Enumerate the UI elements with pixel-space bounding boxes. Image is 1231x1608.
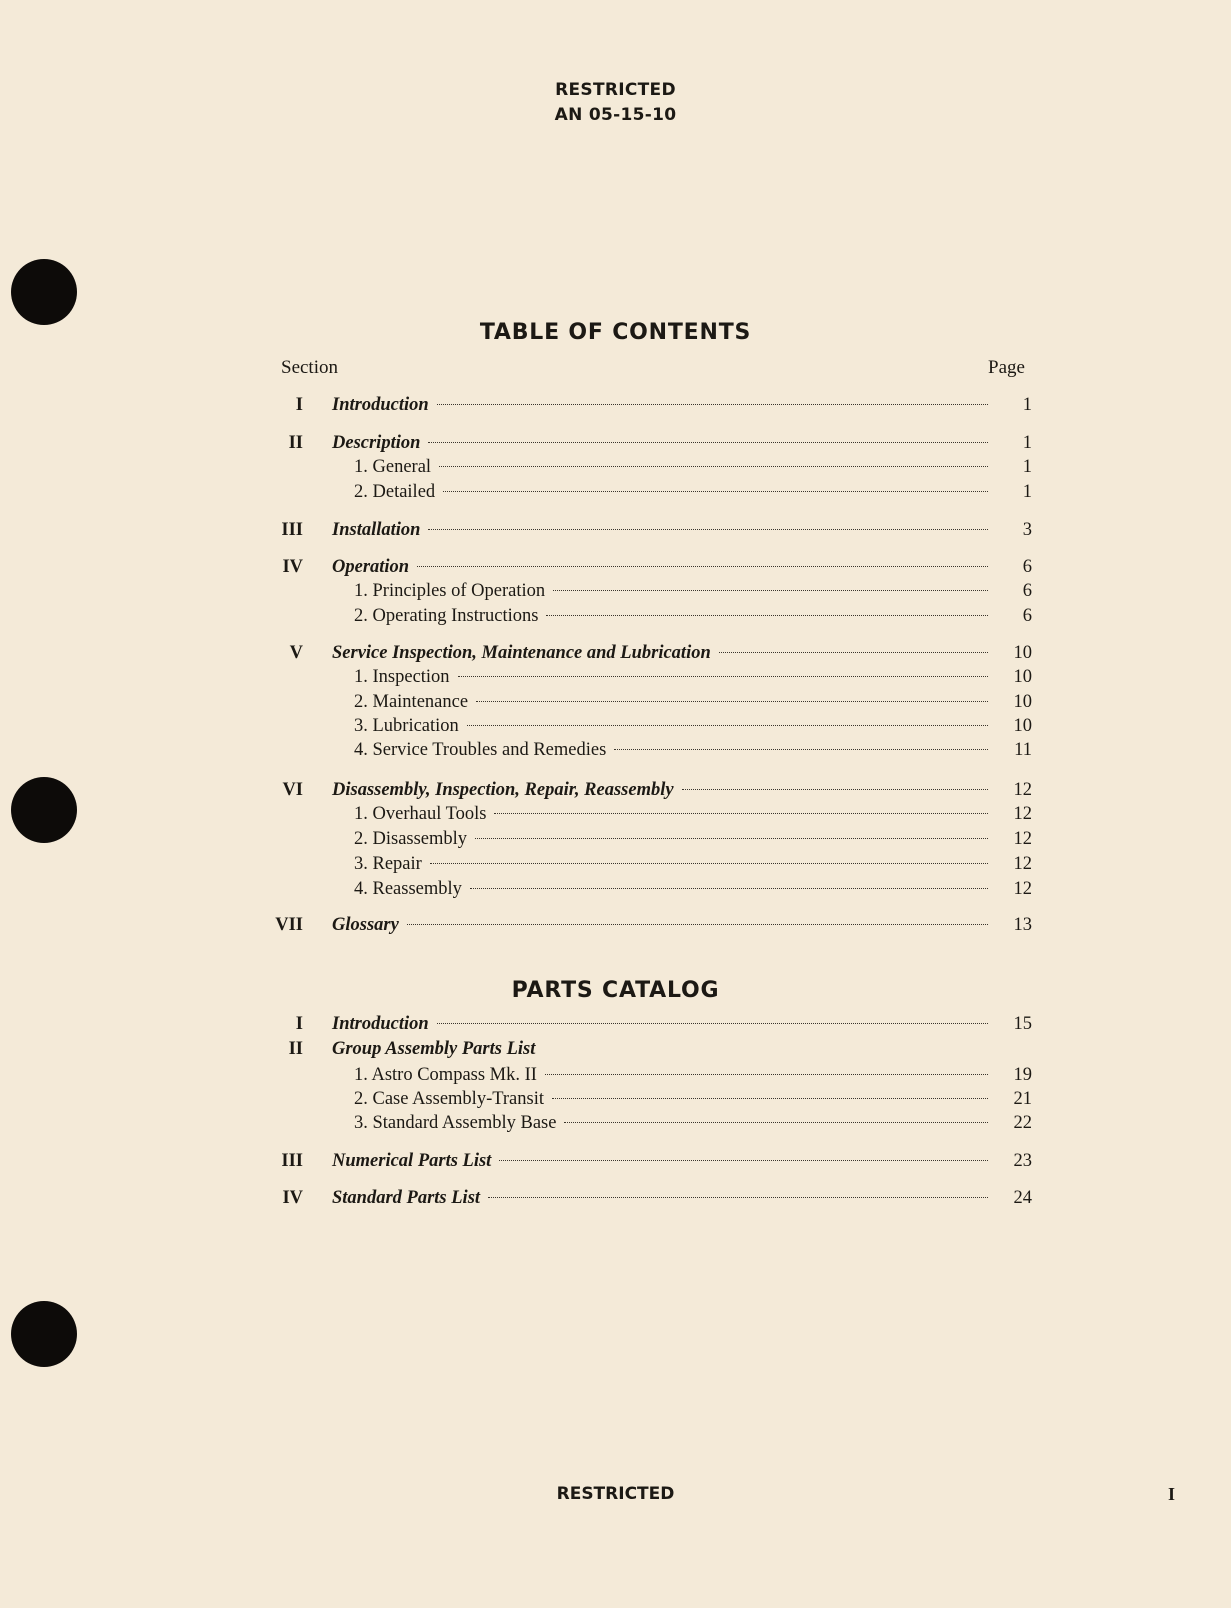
dot-leader	[430, 863, 988, 864]
dot-leader	[428, 442, 988, 443]
section-column-label: Section	[281, 357, 338, 378]
dot-leader	[443, 491, 988, 492]
entry-title: Installation	[332, 520, 421, 540]
entry-title-line	[354, 852, 992, 876]
header-classification: RESTRICTED	[555, 80, 676, 100]
page-number: 12	[1013, 780, 1032, 800]
entry-title-line	[332, 1186, 992, 1210]
entry-title: Operation	[332, 557, 410, 577]
entry-title: Introduction	[332, 1014, 429, 1034]
dot-leader	[552, 1098, 988, 1099]
entry-title: 1. Astro Compass Mk. II	[354, 1065, 537, 1085]
page-number: 6	[1022, 557, 1032, 577]
entry-title-line	[354, 714, 992, 738]
entry-title: 3. Standard Assembly Base	[354, 1113, 557, 1133]
dot-leader	[499, 1160, 988, 1161]
entry-title: 2. Disassembly	[354, 829, 468, 849]
footer-page-number: I	[1168, 1484, 1176, 1504]
entry-title: 1. General	[354, 457, 432, 477]
entry-title-line	[354, 738, 992, 762]
footer-classification: RESTRICTED	[556, 1484, 675, 1504]
dot-leader	[458, 676, 988, 677]
dot-leader	[428, 529, 988, 530]
parts-catalog-title: PARTS CATALOG	[511, 978, 720, 1003]
toc-entry	[270, 518, 1032, 542]
dot-leader	[439, 466, 988, 467]
entry-title-line	[354, 579, 992, 603]
toc-entry	[270, 1037, 1032, 1061]
toc-entry	[270, 852, 1032, 876]
toc-entry	[270, 827, 1032, 851]
dot-leader	[407, 924, 988, 925]
page-number: 13	[1013, 915, 1032, 935]
entry-title-line	[354, 665, 992, 689]
section-number: II	[288, 433, 303, 453]
toc-entry	[270, 738, 1032, 762]
dot-leader	[553, 590, 988, 591]
dot-leader	[494, 813, 988, 814]
dot-leader	[719, 652, 988, 653]
entry-title-line	[332, 1037, 992, 1061]
entry-title: 3. Lubrication	[354, 716, 459, 736]
entry-title-line	[354, 1063, 992, 1087]
page-number: 19	[1013, 1065, 1032, 1085]
document-header	[0, 78, 1231, 128]
dot-leader	[467, 725, 988, 726]
toc-entry	[270, 431, 1032, 455]
punch-hole-top	[11, 259, 77, 325]
toc-entry	[270, 1111, 1032, 1135]
page-number: 15	[1013, 1014, 1032, 1034]
section-number: III	[281, 1151, 303, 1171]
entry-title-line	[332, 778, 992, 802]
toc-entry	[270, 1063, 1032, 1087]
section-number: III	[281, 520, 303, 540]
entry-title-line	[354, 604, 992, 628]
page-number: 11	[1014, 740, 1032, 760]
dot-leader	[488, 1197, 988, 1198]
section-number: IV	[282, 557, 303, 577]
entry-title-line	[332, 1012, 992, 1036]
entry-title-line	[332, 555, 992, 579]
page-number: 22	[1013, 1113, 1032, 1133]
entry-title: Service Inspection, Maintenance and Lubrication	[332, 643, 711, 663]
page-number: 6	[1022, 581, 1032, 601]
page-number: 12	[1013, 879, 1032, 899]
toc-entry	[270, 1087, 1032, 1111]
entry-title-line	[332, 641, 992, 665]
toc-entry	[270, 393, 1032, 417]
entry-title: 4. Reassembly	[354, 879, 462, 899]
entry-title: 1. Overhaul Tools	[354, 804, 487, 824]
toc-title: TABLE OF CONTENTS	[479, 320, 752, 345]
dot-leader	[470, 888, 988, 889]
toc-entry	[270, 480, 1032, 504]
page-number: 23	[1013, 1151, 1032, 1171]
dot-leader	[614, 749, 988, 750]
page-number: 12	[1013, 829, 1032, 849]
entry-title: Description	[332, 433, 421, 453]
entry-title-line	[354, 1087, 992, 1111]
page-number: 10	[1013, 667, 1032, 687]
entry-title: Numerical Parts List	[332, 1151, 492, 1171]
section-number: V	[289, 643, 303, 663]
toc-entry	[270, 802, 1032, 826]
page-number: 6	[1022, 606, 1032, 626]
toc-entry	[270, 555, 1032, 579]
toc-entry	[270, 877, 1032, 901]
page-number: 3	[1022, 520, 1032, 540]
page-number: 1	[1022, 395, 1032, 415]
entry-title-line	[354, 455, 992, 479]
toc-entry	[270, 1186, 1032, 1210]
page-number: 10	[1013, 643, 1032, 663]
dot-leader	[475, 838, 988, 839]
entry-title-line	[354, 877, 992, 901]
dot-leader	[437, 404, 988, 405]
toc-entry	[270, 641, 1032, 665]
page-number: 10	[1013, 716, 1032, 736]
punch-hole-middle	[11, 777, 77, 843]
page-number: 1	[1022, 433, 1032, 453]
dot-leader	[437, 1023, 988, 1024]
entry-title: Standard Parts List	[332, 1188, 481, 1208]
entry-title-line	[332, 393, 992, 417]
entry-title: 2. Case Assembly-Transit	[354, 1089, 544, 1109]
entry-title-line	[354, 802, 992, 826]
dot-leader	[682, 789, 988, 790]
section-number: I	[295, 395, 303, 415]
page-number: 10	[1013, 692, 1032, 712]
section-number: II	[288, 1039, 303, 1059]
page-column-label: Page	[988, 357, 1025, 378]
dot-leader	[417, 566, 988, 567]
dot-leader	[546, 615, 988, 616]
entry-title: 1. Principles of Operation	[354, 581, 546, 601]
section-number: IV	[282, 1188, 303, 1208]
section-number: I	[295, 1014, 303, 1034]
entry-title: 2. Maintenance	[354, 692, 469, 712]
toc-entry	[270, 1149, 1032, 1173]
toc-entry	[270, 913, 1032, 937]
punch-hole-bottom	[11, 1301, 77, 1367]
entry-title-line	[354, 480, 992, 504]
entry-title-line	[354, 690, 992, 714]
entry-title-line	[332, 1149, 992, 1173]
page-number: 24	[1013, 1188, 1032, 1208]
page-number: 1	[1022, 457, 1032, 477]
entry-title: 2. Detailed	[354, 482, 436, 502]
entry-title: Disassembly, Inspection, Repair, Reassembly	[332, 780, 674, 800]
entry-title: Glossary	[332, 915, 399, 935]
entry-title-line	[354, 1111, 992, 1135]
toc-entry	[270, 604, 1032, 628]
entry-title: 4. Service Troubles and Remedies	[354, 740, 607, 760]
toc-entry	[270, 665, 1032, 689]
entry-title: 1. Inspection	[354, 667, 450, 687]
dot-leader	[476, 701, 988, 702]
dot-leader	[564, 1122, 988, 1123]
entry-title-line	[332, 431, 992, 455]
page-number: 12	[1013, 804, 1032, 824]
entry-title: Group Assembly Parts List	[332, 1039, 536, 1059]
entry-title: Introduction	[332, 395, 429, 415]
page-number: 12	[1013, 854, 1032, 874]
toc-entry	[270, 714, 1032, 738]
entry-title-line	[332, 518, 992, 542]
toc-entry	[270, 690, 1032, 714]
section-number: VI	[282, 780, 303, 800]
entry-title: 3. Repair	[354, 854, 422, 874]
toc-entry	[270, 455, 1032, 479]
header-document-number: AN 05-15-10	[554, 105, 677, 125]
toc-entry	[270, 1012, 1032, 1036]
toc-entry	[270, 579, 1032, 603]
page-number: 21	[1013, 1089, 1032, 1109]
dot-leader	[545, 1074, 988, 1075]
section-number: VII	[275, 915, 303, 935]
entry-title-line	[354, 827, 992, 851]
entry-title-line	[332, 913, 992, 937]
entry-title: 2. Operating Instructions	[354, 606, 539, 626]
page-number: 1	[1022, 482, 1032, 502]
toc-entry	[270, 778, 1032, 802]
